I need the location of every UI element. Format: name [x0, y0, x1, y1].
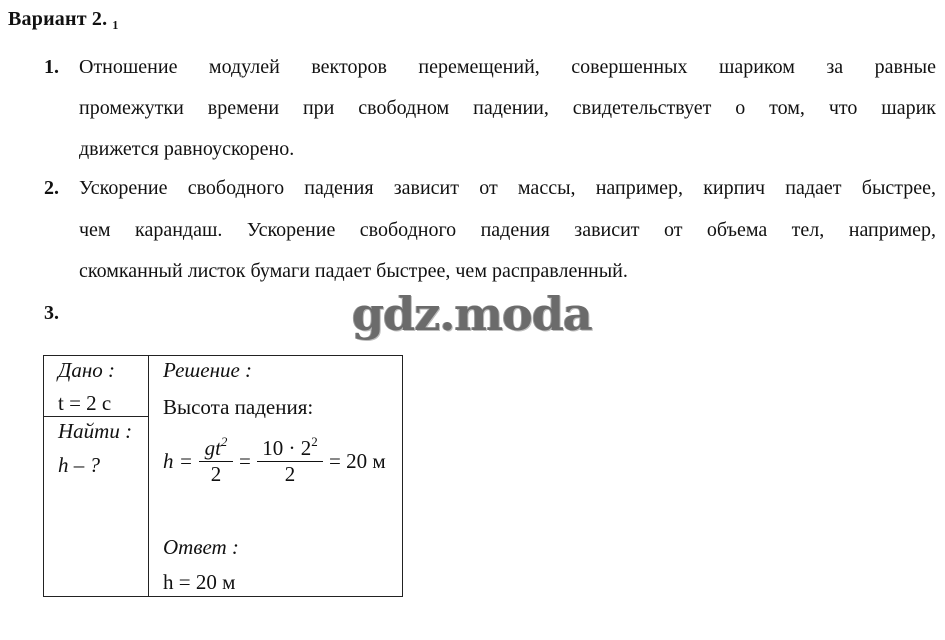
item-number: 1.	[44, 56, 59, 78]
solution-cell	[149, 356, 403, 597]
answer-label: Ответ :	[163, 535, 239, 559]
item-text-line: Отношение модулей векторов перемещений, совершенных шариком за равные	[79, 56, 936, 78]
formula-fraction-1	[199, 434, 233, 487]
given-label: Дано :	[58, 358, 116, 382]
task-table	[43, 355, 403, 597]
formula-fraction-2	[257, 434, 323, 487]
answer-value: h = 20 м	[163, 570, 236, 594]
item-text-line: чем карандаш. Ускорение свободного падения зависит от объема тел, например,	[79, 219, 936, 241]
exponent: 2	[311, 434, 318, 449]
formula-result: = 20 м	[329, 449, 386, 473]
formula-lhs: h =	[163, 449, 193, 473]
solution-label: Решение :	[163, 358, 253, 382]
fraction-numerator: 10 · 2	[262, 436, 312, 460]
solution-text: Высота падения:	[163, 395, 314, 419]
variant-title: Вариант 2. ₁	[8, 8, 119, 30]
item-text-line: Ускорение свободного падения зависит от массы, например, кирпич падает быстрее,	[79, 177, 936, 199]
fraction-denominator: 2	[210, 462, 222, 486]
item-number: 2.	[44, 177, 59, 199]
given-value: t = 2 с	[58, 391, 112, 415]
given-cell	[44, 356, 149, 417]
find-cell	[44, 417, 149, 597]
watermark-logo: gdz.moda	[352, 287, 592, 341]
find-label: Найти :	[58, 419, 133, 443]
formula-equals: =	[239, 449, 251, 473]
item-text-line: движется равноускорено.	[79, 138, 295, 160]
exponent: 2	[220, 434, 228, 449]
item-text-line: промежутки времени при свободном падении, свидетельствует о том, что шарик	[79, 97, 936, 119]
item-text-line: скомканный листок бумаги падает быстрее, чем расправленный.	[79, 260, 628, 282]
find-value: h – ?	[58, 453, 100, 477]
fraction-numerator: gt	[204, 436, 221, 460]
item-number: 3.	[44, 302, 59, 324]
fraction-denominator: 2	[284, 462, 296, 486]
